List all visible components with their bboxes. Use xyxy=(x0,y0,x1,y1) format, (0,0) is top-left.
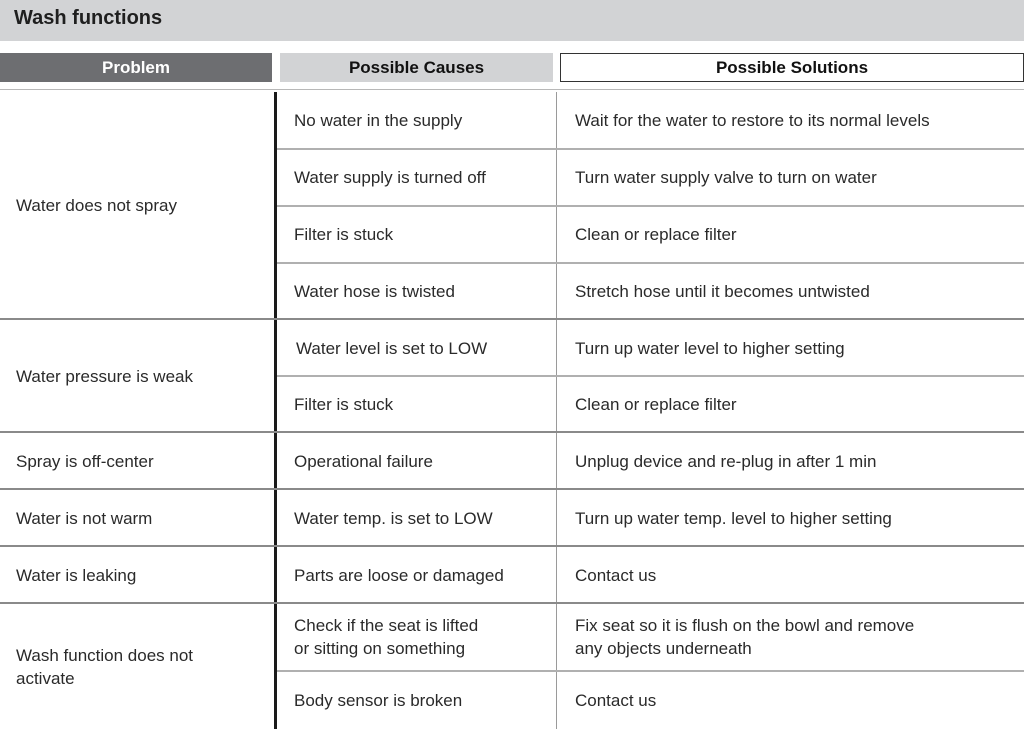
solution-cell: Turn up water level to higher setting xyxy=(575,338,845,358)
solution-cell: Unplug device and re-plug in after 1 min xyxy=(575,451,877,471)
problem-cell: Water pressure is weak xyxy=(16,366,193,386)
page-title: Wash functions xyxy=(14,7,163,29)
problem-cell: Water is leaking xyxy=(16,565,137,585)
table-top-divider xyxy=(0,89,1024,90)
problem-column-divider xyxy=(274,92,277,729)
title-bar xyxy=(0,0,1024,41)
cause-cell: Water level is set to LOW xyxy=(296,338,488,358)
solution-cell: Clean or replace filter xyxy=(575,394,737,414)
cause-cell: Check if the seat is lifted or sitting on something xyxy=(294,616,479,658)
cause-cell: Water temp. is set to LOW xyxy=(294,508,493,528)
problem-cell: Water is not warm xyxy=(16,508,153,528)
solution-cell: Contact us xyxy=(575,565,657,585)
problem-cell: Water does not spray xyxy=(16,195,177,215)
solution-cell: Stretch hose until it becomes untwisted xyxy=(575,281,870,301)
solution-cell: Turn water supply valve to turn on water xyxy=(575,167,877,187)
solution-cell: Fix seat so it is flush on the bowl and remove any objects underneath xyxy=(575,616,915,658)
header-possible-causes: Possible Causes xyxy=(280,53,553,82)
cause-cell: Water hose is twisted xyxy=(294,281,455,301)
cause-cell: Parts are loose or damaged xyxy=(294,565,504,585)
solution-cell: Clean or replace filter xyxy=(575,224,737,244)
cause-cell: Water supply is turned off xyxy=(294,167,486,187)
header-problem: Problem xyxy=(0,53,272,82)
solution-cell: Contact us xyxy=(575,690,657,710)
problem-cell: Wash function does not activate xyxy=(16,645,194,688)
header-possible-solutions: Possible Solutions xyxy=(560,53,1024,82)
cause-cell: Filter is stuck xyxy=(294,394,394,414)
solution-cell: Turn up water temp. level to higher setting xyxy=(575,508,892,528)
solution-cell: Wait for the water to restore to its normal levels xyxy=(575,110,930,130)
cause-cell: Operational failure xyxy=(294,451,433,471)
cause-column-divider xyxy=(556,92,557,729)
problem-cell: Spray is off-center xyxy=(16,451,154,471)
cause-cell: Filter is stuck xyxy=(294,224,394,244)
cause-cell: No water in the supply xyxy=(294,110,463,130)
cause-cell: Body sensor is broken xyxy=(294,690,463,710)
